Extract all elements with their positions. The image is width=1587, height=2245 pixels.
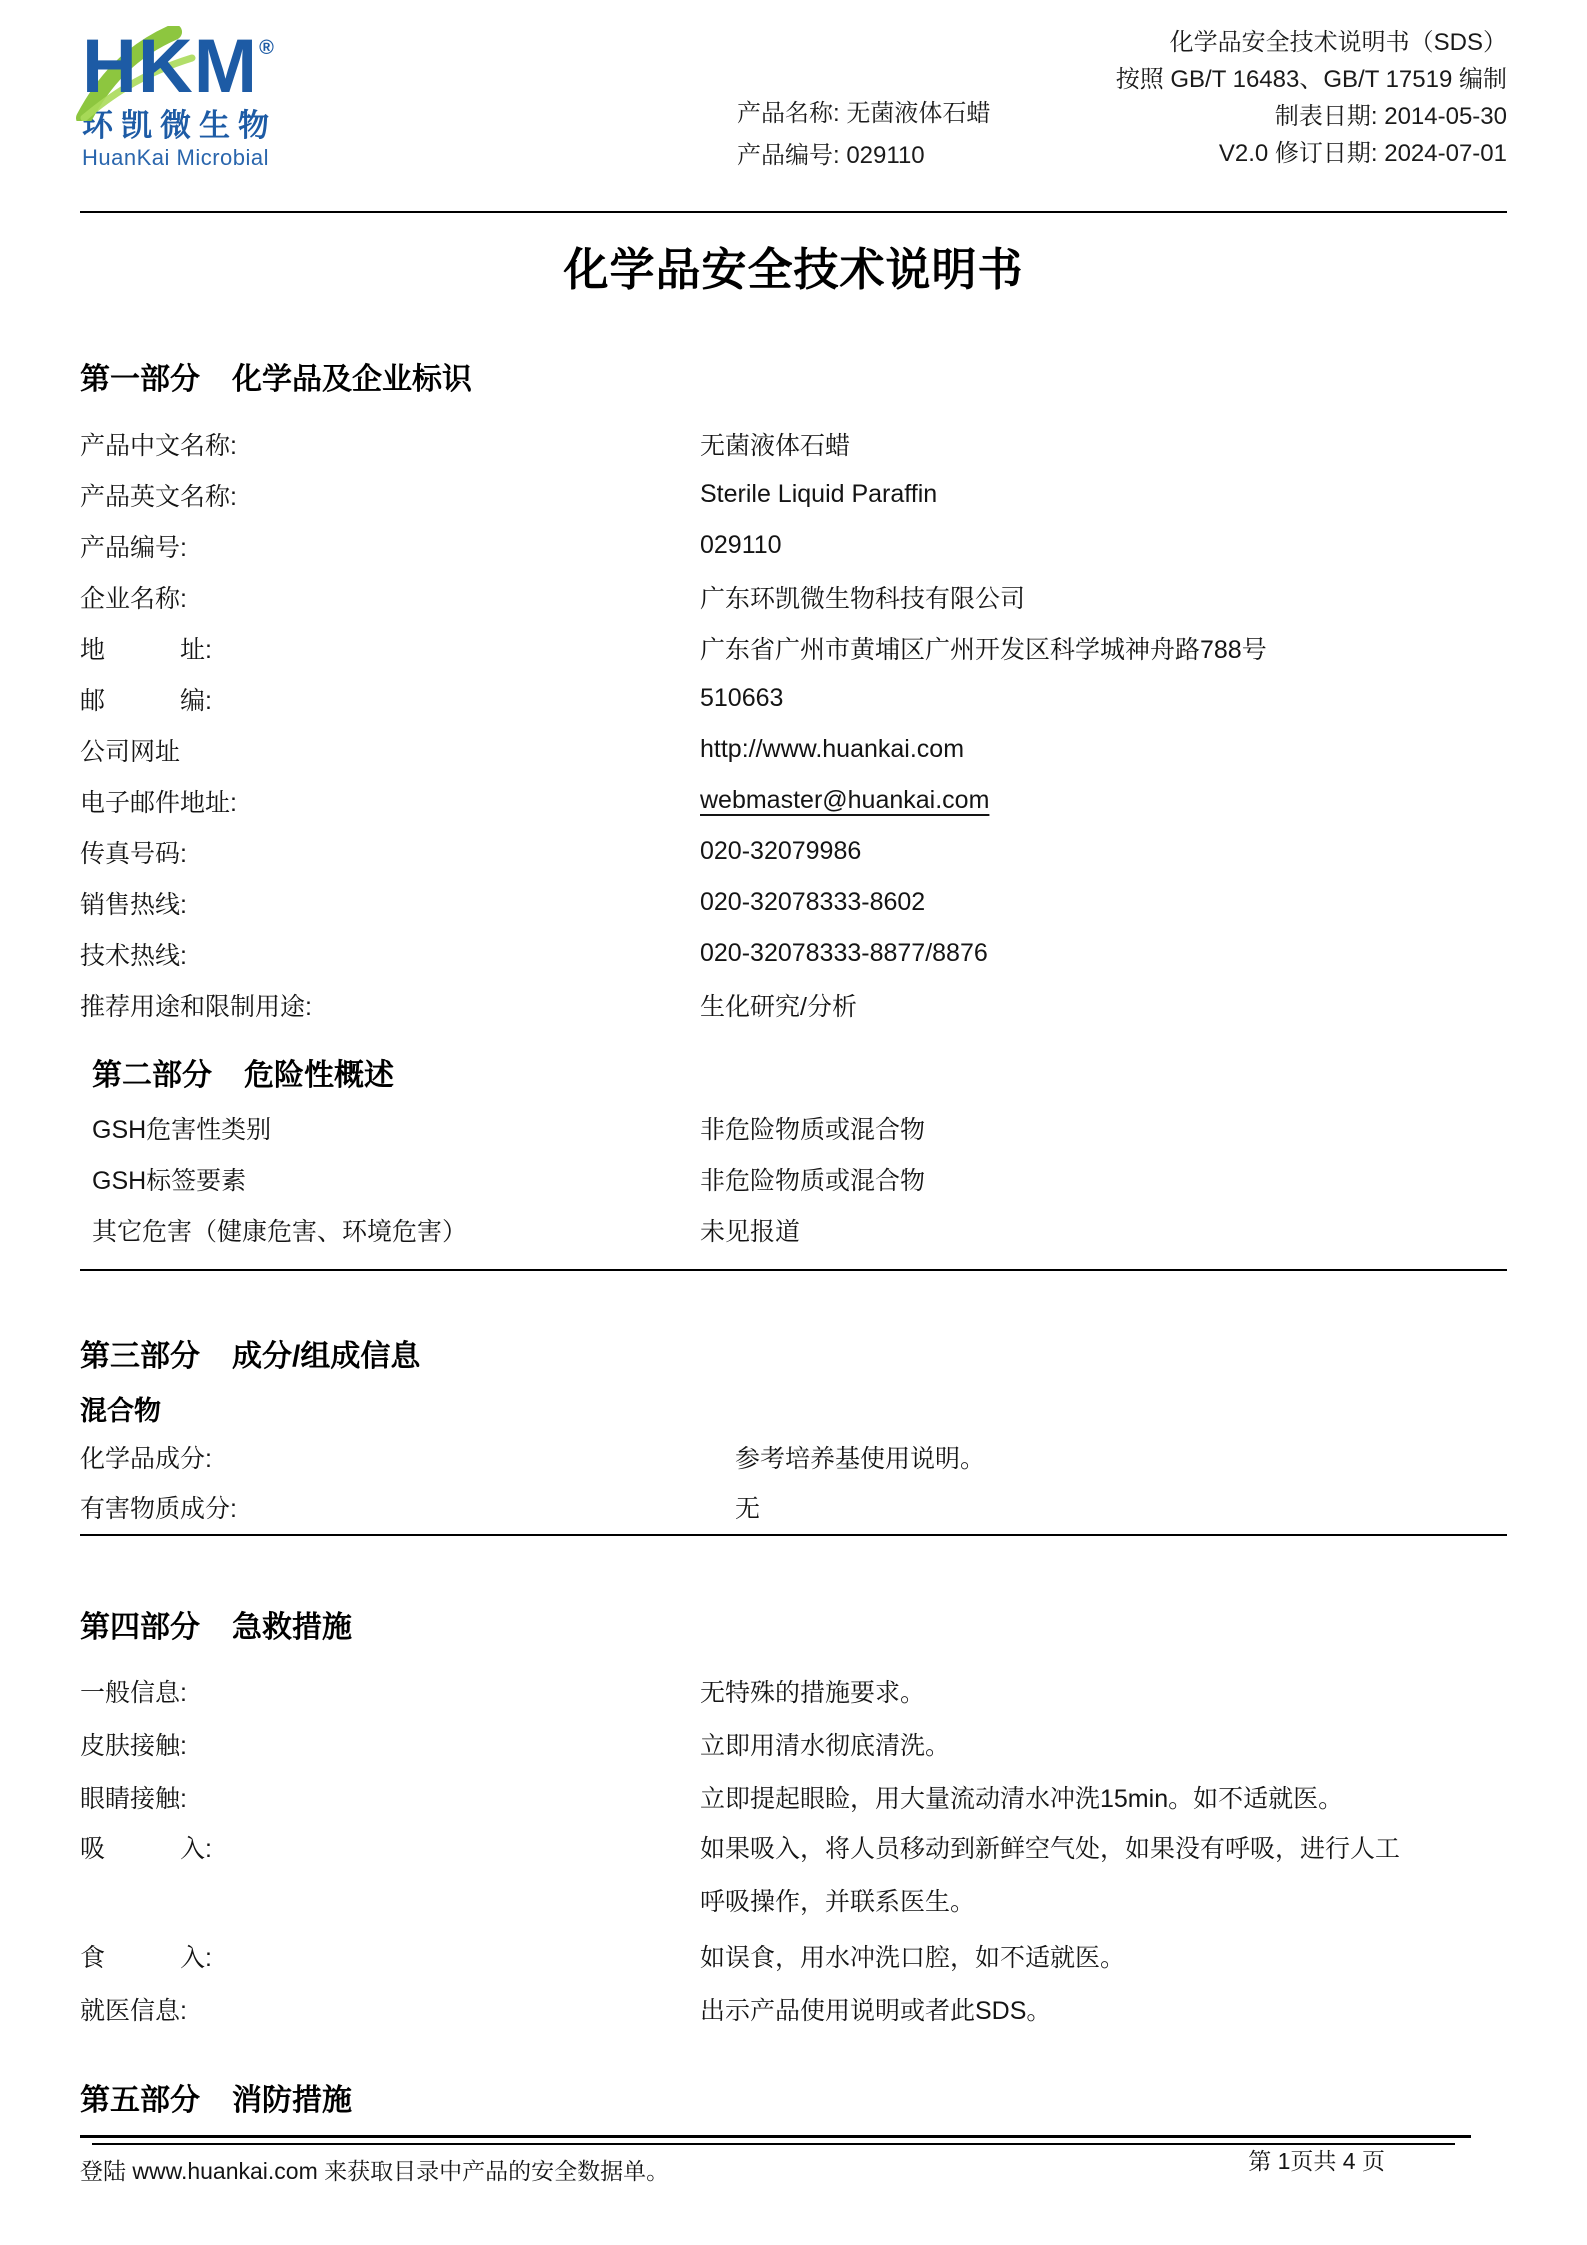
section2-number: 第二部分 [92, 1059, 212, 1092]
section1-number: 第一部分 [80, 363, 200, 396]
table-row [80, 775, 1507, 826]
row-label: 化学品成分: [80, 1445, 212, 1473]
row-value: 立即提起眼睑，用大量流动清水冲洗15min。如不适就医。 [700, 1784, 1344, 1813]
row-value: 无 [735, 1495, 761, 1523]
table-row [80, 877, 1507, 928]
row-label: GSH危害性类别 [92, 1115, 272, 1144]
document-body [80, 354, 1507, 2186]
section5-number: 第五部分 [80, 2084, 200, 2117]
section3-subtitle: 混合物 [80, 1396, 161, 1426]
website-url: http://www.huankai.com [700, 735, 965, 763]
row-label: 传真号码: [80, 839, 187, 868]
row-label: 就医信息: [80, 1996, 187, 2025]
row-label: 皮肤接触: [80, 1731, 187, 1760]
table-row [80, 520, 1507, 571]
row-value: 无菌液体石蜡 [700, 431, 851, 460]
row-label: 技术热线: [80, 941, 187, 970]
table-row [80, 1770, 1507, 1823]
table-row [80, 673, 1507, 724]
table-row [80, 571, 1507, 622]
registered-trademark-icon: ® [259, 37, 274, 59]
row-value: 非危险物质或混合物 [700, 1166, 926, 1195]
row-value: 立即用清水彻底清洗。 [700, 1731, 951, 1760]
table-row [80, 1482, 1507, 1532]
document-header [80, 0, 1507, 213]
row-label: 一般信息: [80, 1678, 187, 1707]
row-value: 广东省广州市黄埔区广州开发区科学城神舟路788号 [700, 635, 1267, 664]
section3-number: 第三部分 [80, 1340, 200, 1373]
row-label: 电子邮件地址: [80, 788, 237, 817]
logo-chinese-name: 环凯微生物 [82, 108, 277, 143]
row-label: 邮 编: [80, 686, 212, 715]
row-label: 产品英文名称: [80, 482, 237, 511]
footer-note: 登陆 www.huankai.com 来获取目录中产品的安全数据单。 [80, 2158, 670, 2184]
table-row [80, 622, 1507, 673]
row-label: GSH标签要素 [92, 1166, 247, 1195]
row-value: 广东环凯微生物科技有限公司 [700, 584, 1026, 613]
page-footer [80, 2149, 1507, 2186]
row-value: 020-32078333-8602 [700, 888, 926, 916]
logo-english-name: HuanKai Microbial [82, 145, 270, 170]
table-row [80, 1929, 1507, 1982]
row-label: 地 址: [80, 635, 212, 664]
row-label: 其它危害（健康危害、环境危害） [92, 1217, 468, 1246]
row-label: 产品中文名称: [80, 431, 237, 460]
row-label: 眼睛接触: [80, 1784, 187, 1813]
table-row [92, 1204, 1507, 1255]
row-value: 510663 [700, 684, 784, 712]
row-value: 如果吸入，将人员移动到新鲜空气处，如果没有呼吸，进行人工呼吸操作，并联系医生。 [700, 1835, 1401, 1916]
header-doc-title: 化学品安全技术说明书（SDS） [1169, 29, 1507, 56]
table-row [80, 1432, 1507, 1482]
row-value: 020-32079986 [700, 837, 862, 865]
section2 [80, 1050, 1507, 1255]
footer-rule-thick [80, 2135, 1471, 2138]
section4-number: 第四部分 [80, 1611, 200, 1644]
row-label: 食 入: [80, 1943, 212, 1972]
row-value: 生化研究/分析 [700, 992, 857, 1021]
email-link[interactable]: webmaster@huankai.com [700, 786, 990, 814]
section3-name: 成分/组成信息 [232, 1340, 421, 1373]
header-product-block [737, 93, 990, 177]
section1-rows [80, 418, 1507, 1030]
page-title: 化学品安全技术说明书 [563, 244, 1024, 295]
section1-name: 化学品及企业标识 [232, 363, 472, 396]
section5-heading [80, 2075, 1507, 2119]
section3-heading [80, 1331, 1507, 1375]
row-label: 推荐用途和限制用途: [80, 992, 312, 1021]
table-row [92, 1102, 1507, 1153]
header-product-name: 产品名称: 无菌液体石蜡 [737, 100, 991, 127]
logo-acronym: HKM [82, 24, 259, 109]
row-label: 吸 入: [80, 1835, 212, 1863]
row-value: 无特殊的措施要求。 [700, 1678, 926, 1707]
row-value: 参考培养基使用说明。 [735, 1445, 986, 1473]
table-row [80, 1982, 1507, 2035]
row-value: 未见报道 [700, 1217, 801, 1246]
header-doc-block [1116, 24, 1507, 172]
header-doc-standard: 按照 GB/T 16483、GB/T 17519 编制 [1115, 66, 1507, 93]
table-row [80, 1664, 1507, 1717]
table-row [80, 928, 1507, 979]
section2-rows [92, 1102, 1507, 1255]
section3-rows [80, 1432, 1507, 1532]
section1-heading [80, 354, 1507, 398]
header-doc-created-date: 制表日期: 2014-05-30 [1274, 103, 1507, 130]
row-value: 029110 [700, 531, 782, 559]
row-label: 有害物质成分: [80, 1495, 237, 1523]
company-logo [82, 24, 372, 169]
section4-heading [80, 1602, 1507, 1646]
table-row [92, 1153, 1507, 1204]
row-label: 公司网址 [80, 737, 181, 766]
header-doc-revised-date: V2.0 修订日期: 2024-07-01 [1218, 140, 1507, 167]
row-value: 非危险物质或混合物 [700, 1115, 926, 1144]
section4-name: 急救措施 [232, 1611, 352, 1644]
section5-name: 消防措施 [232, 2084, 352, 2117]
section-divider [80, 1269, 1507, 1271]
row-value: 020-32078333-8877/8876 [700, 939, 988, 967]
section2-name: 危险性概述 [244, 1059, 394, 1092]
table-row [80, 724, 1507, 775]
row-label: 销售热线: [80, 890, 187, 919]
table-row [80, 1717, 1507, 1770]
header-product-code: 产品编号: 029110 [737, 142, 925, 169]
section-divider [80, 1534, 1507, 1536]
table-row [80, 979, 1507, 1030]
page-number: 第 1页共 4 页 [1248, 2148, 1385, 2174]
table-row [80, 826, 1507, 877]
section4-rows [80, 1664, 1507, 2035]
row-label: 产品编号: [80, 533, 187, 562]
logo-mark [82, 24, 372, 110]
section2-heading [92, 1050, 1507, 1094]
table-row [80, 469, 1507, 520]
row-value: 出示产品使用说明或者此SDS。 [700, 1996, 1052, 2025]
row-value: Sterile Liquid Paraffin [700, 480, 938, 508]
table-row [80, 1823, 1507, 1929]
row-label: 企业名称: [80, 584, 187, 613]
row-value: 如误食，用水冲洗口腔，如不适就医。 [700, 1943, 1126, 1972]
table-row [80, 418, 1507, 469]
